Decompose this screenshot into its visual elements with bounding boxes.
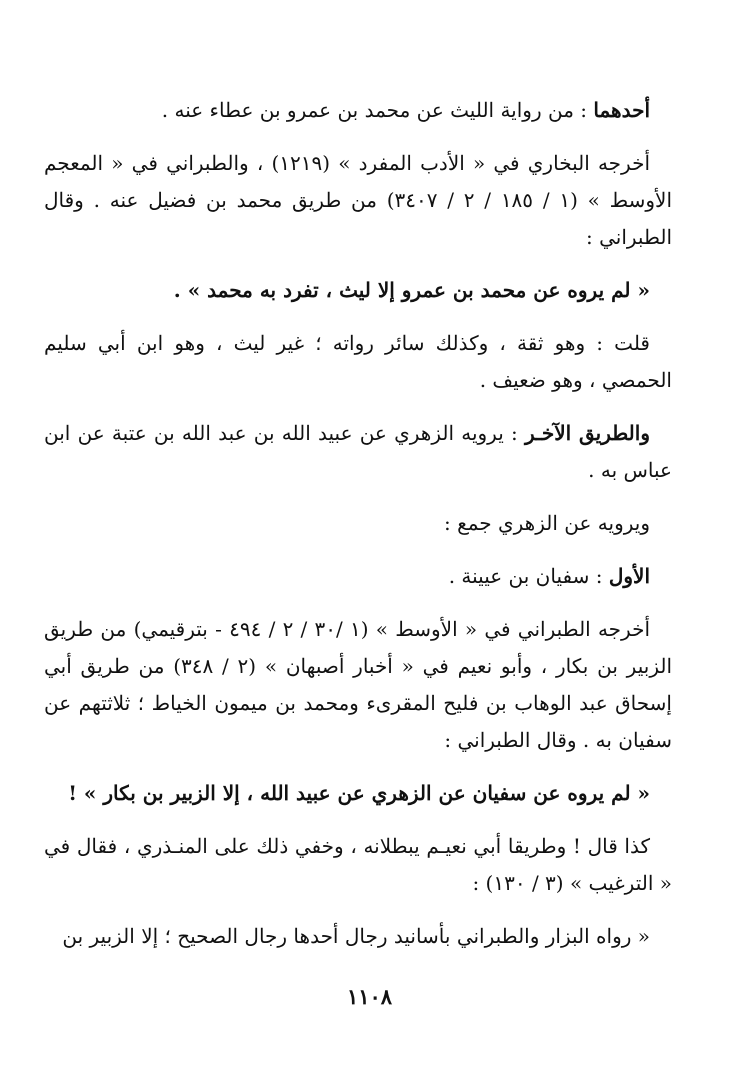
paragraph-3	[44, 325, 672, 399]
quote-text: « رواه البزار والطبراني بأسانيد رجال أحدها رجال الصحيح ؛ إلا الزبير بن	[62, 924, 650, 948]
quote-text: « لم يروه عن محمد بن عمرو إلا ليث ، تفرد به محمد » .	[173, 278, 650, 302]
paragraph-text: أخرجه الطبراني في « الأوسط » (١ /٣٠ / ٢ / ٤٩٤ - بترقيمي) من طريق الزبير بن بكار ، وأبو نعيم في « أخبار أصبهان » (٢ / ٣٤٨) من طريق أبي إسحاق عبد الوهاب بن فليح المقرىء ومحمد بن ميمون الخياط ؛ ثلاثتهم عن سفيان به . وقال الطبراني :	[44, 617, 673, 752]
page-body	[44, 92, 672, 971]
paragraph-5	[44, 505, 672, 542]
paragraph-text: أخرجه البخاري في « الأدب المفرد » (١٢١٩) ، والطبراني في « المعجم الأوسط » (١ / ١٨٥ / ٢ / ٣٤٠٧) من طريق محمد بن فضيل عنه . وقال الطبراني :	[44, 151, 673, 249]
paragraph-8	[44, 828, 672, 902]
quote-3	[44, 918, 672, 955]
paragraph-lead: الأول	[608, 564, 650, 588]
paragraph-text: : يرويه الزهري عن عبيد الله بن عبد الله بن عتبة عن ابن عباس به .	[44, 421, 672, 482]
paragraph-text: قلت : وهو ثقة ، وكذلك سائر رواته ؛ غير ليث ، وهو ابن أبي سليم الحمصي ، وهو ضعيف .	[44, 331, 672, 392]
paragraph-1	[44, 92, 672, 129]
paragraph-lead: أحدهما	[593, 98, 650, 122]
page-number: ١١٠٨	[346, 984, 393, 1009]
paragraph-text: : سفيان بن عيينة .	[448, 564, 609, 588]
quote-2	[44, 775, 672, 812]
paragraph-2	[44, 145, 672, 256]
paragraph-text: كذا قال ! وطريقا أبي نعيـم يبطلانه ، وخفي ذلك على المنـذري ، فقال في « الترغيب » (٣ / ١٣٠) :	[44, 834, 672, 895]
quote-text: « لم يروه عن سفيان عن الزهري عن عبيد الله ، إلا الزبير بن بكار » !	[68, 781, 650, 805]
paragraph-lead: والطريق الآخـر	[524, 421, 650, 445]
paragraph-4	[44, 415, 672, 489]
paragraph-text: ويرويه عن الزهري جمع :	[443, 511, 650, 535]
paragraph-7	[44, 611, 672, 759]
quote-1	[44, 272, 672, 309]
paragraph-6	[44, 558, 672, 595]
paragraph-text: : من رواية الليث عن محمد بن عمرو بن عطاء عنه .	[161, 98, 594, 122]
